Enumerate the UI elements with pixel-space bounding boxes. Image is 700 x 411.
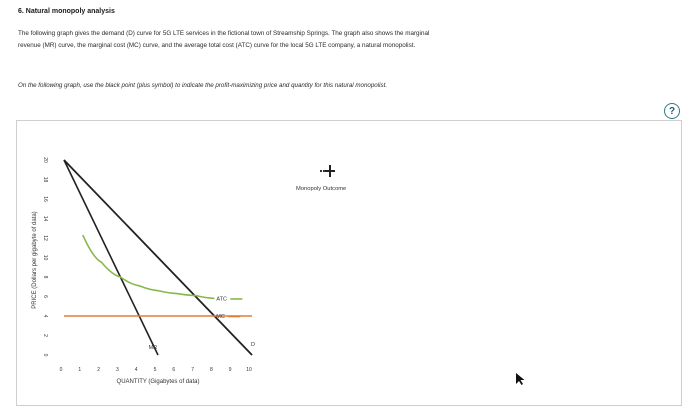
x-tick-label: 6 — [172, 367, 176, 373]
instruction-text: On the following graph, use the black point (plus symbol) to indicate the profit-maximizing price and quantity for this natural monopolist. — [18, 82, 388, 89]
y-tick-label: 10 — [42, 254, 48, 261]
y-tick-label: 16 — [42, 196, 48, 202]
x-tick-label: 7 — [191, 367, 194, 373]
x-tick-label: 3 — [116, 367, 119, 373]
legend-label: Monopoly Outcome — [296, 186, 347, 192]
x-tick-label: 10 — [246, 367, 252, 373]
question-text-line-2: revenue (MR) curve, the marginal cost (MC) curve, and the average total cost (ATC) curve for the local 5G LTE company, a natural monopolist. — [18, 42, 416, 49]
curve-labels — [149, 296, 255, 351]
y-axis-title: PRICE (Dollars per gigabyte of data) — [32, 211, 38, 309]
y-tick-label: 6 — [42, 295, 48, 298]
mr-label: MR — [148, 345, 158, 352]
mouse-cursor-icon — [515, 372, 527, 386]
mc-label: MC — [216, 314, 225, 320]
y-tick-label: 14 — [42, 215, 48, 222]
mr-curve — [64, 160, 158, 355]
axis-ticks — [42, 157, 252, 385]
x-axis-title: QUANTITY (Gigabytes of data) — [116, 379, 200, 385]
question-text-line-1: The following graph gives the demand (D) curve for 5G LTE services in the fictional town of Streamship Springs. The graph also shows the marginal — [18, 30, 430, 37]
x-tick-label: 4 — [134, 367, 138, 373]
y-tick-label: 4 — [42, 314, 48, 318]
monopoly-outcome-plus-icon[interactable] — [318, 163, 338, 179]
y-tick-label: 2 — [42, 334, 48, 337]
x-tick-label: 1 — [78, 367, 82, 373]
curves — [64, 160, 252, 355]
atc-curve — [83, 235, 215, 298]
x-tick-label: 9 — [228, 367, 232, 373]
y-tick-label: 0 — [42, 353, 48, 357]
d-curve — [64, 160, 252, 355]
atc-label: ATC — [216, 296, 227, 303]
y-tick-label: 18 — [42, 176, 48, 183]
x-tick-label: 0 — [59, 367, 63, 373]
d-label: D — [251, 342, 255, 349]
y-tick-label: 8 — [42, 275, 48, 279]
y-tick-label: 12 — [42, 235, 48, 241]
y-tick-label: 20 — [42, 157, 48, 163]
question-mark-icon: ? — [668, 105, 676, 117]
x-tick-label: 2 — [97, 367, 100, 373]
x-tick-label: 5 — [153, 367, 157, 373]
question-heading: 6. Natural monopoly analysis — [18, 8, 115, 15]
x-tick-label: 8 — [210, 367, 213, 373]
